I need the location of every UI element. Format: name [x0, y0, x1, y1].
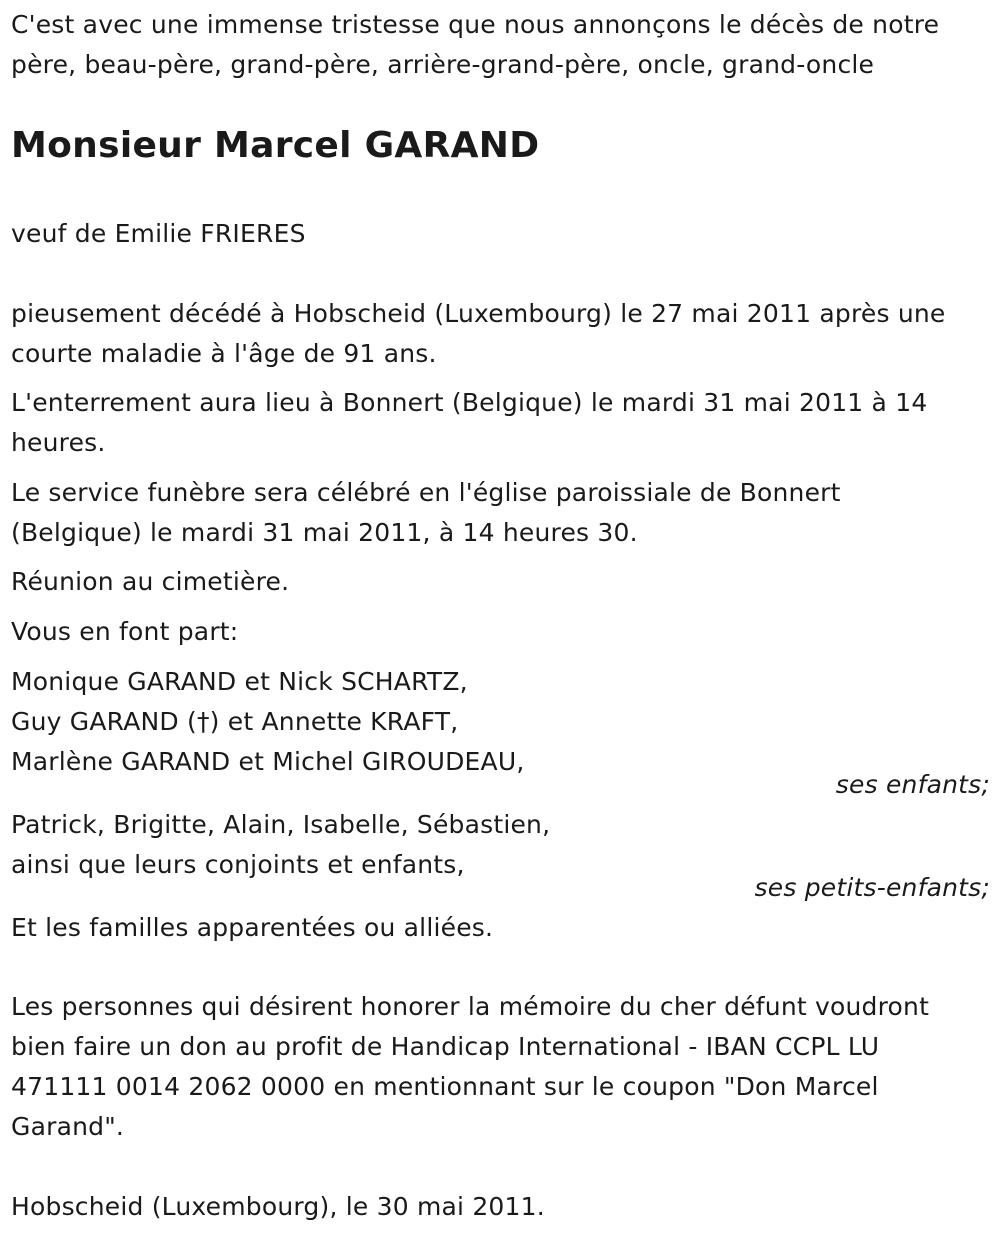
relatives-line: Et les familles apparentées ou alliées. [11, 913, 494, 942]
meeting-line: Réunion au cimetière. [11, 567, 290, 596]
donation-line-2: bien faire un don au profit de Handicap International - IBAN CCPL LU [11, 1032, 880, 1061]
death-line-2: courte maladie à l'âge de 91 ans. [11, 339, 437, 368]
deceased-name: Monsieur Marcel GARAND [11, 125, 540, 166]
grandchild-line-1: Patrick, Brigitte, Alain, Isabelle, Sébastien, [11, 810, 551, 839]
grandchild-line-2: ainsi que leurs conjoints et enfants, [11, 850, 465, 879]
child-line-1: Monique GARAND et Nick SCHARTZ, [11, 667, 468, 696]
service-line-2: (Belgique) le mardi 31 mai 2011, à 14 heures 30. [11, 518, 638, 547]
closing-place-date: Hobscheid (Luxembourg), le 30 mai 2011. [11, 1192, 545, 1221]
widower-line: veuf de Emilie FRIERES [11, 219, 306, 248]
burial-line-1: L'enterrement aura lieu à Bonnert (Belgique) le mardi 31 mai 2011 à 14 [11, 388, 928, 417]
donation-line-3: 471111 0014 2062 0000 en mentionnant sur le coupon "Don Marcel [11, 1072, 879, 1101]
service-line-1: Le service funèbre sera célébré en l'église paroissiale de Bonnert [11, 478, 841, 507]
burial-line-2: heures. [11, 428, 106, 457]
donation-line-1: Les personnes qui désirent honorer la mémoire du cher défunt voudront [11, 992, 930, 1021]
intro-line-2: père, beau-père, grand-père, arrière-grand-père, oncle, grand-oncle [11, 50, 875, 79]
child-line-2: Guy GARAND (†) et Annette KRAFT, [11, 707, 459, 736]
service-paragraph [11, 473, 991, 553]
intro-line-1: C'est avec une immense tristesse que nous annonçons le décès de notre [11, 10, 940, 39]
children-label: ses enfants; [835, 770, 990, 799]
share-line: Vous en font part: [11, 617, 239, 646]
announcement-intro [11, 5, 996, 85]
donation-paragraph [11, 987, 991, 1147]
death-paragraph [11, 294, 991, 374]
burial-paragraph [11, 383, 991, 463]
grandchildren-label: ses petits-enfants; [754, 873, 990, 902]
donation-line-4: Garand". [11, 1112, 125, 1141]
death-line-1: pieusement décédé à Hobscheid (Luxembourg) le 27 mai 2011 après une [11, 299, 946, 328]
children-list [11, 662, 991, 782]
child-line-3: Marlène GARAND et Michel GIROUDEAU, [11, 747, 525, 776]
